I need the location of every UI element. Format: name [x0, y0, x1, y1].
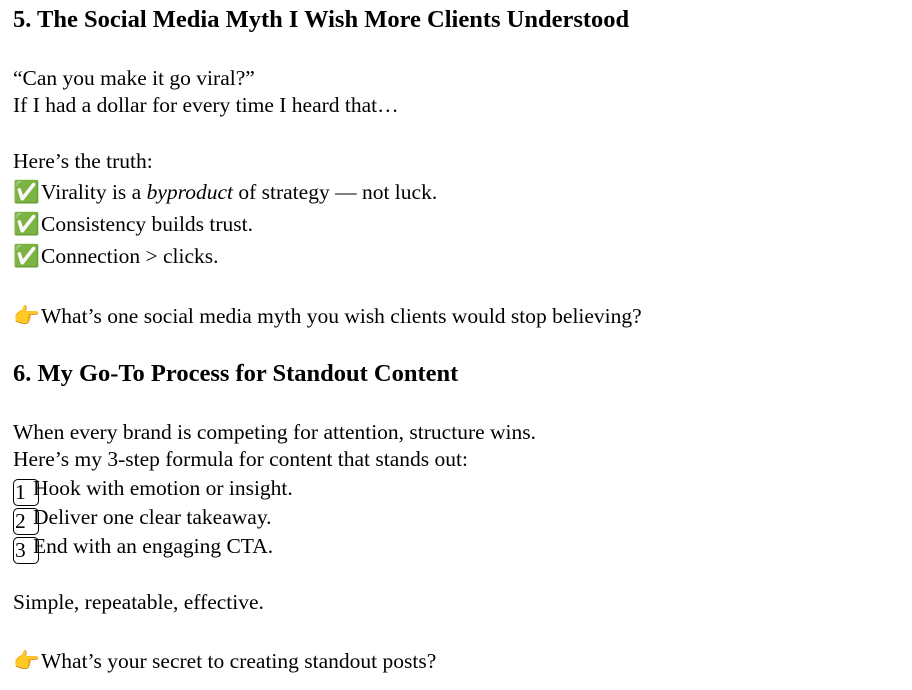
intro-line-1: When every brand is competing for attention, structure wins.	[13, 420, 537, 444]
summary-line: Simple, repeatable, effective.	[13, 590, 264, 614]
checkmark-icon: ✅	[13, 244, 40, 268]
checkmark-icon: ✅	[13, 212, 40, 236]
quote-line: “Can you make it go viral?”	[13, 66, 255, 90]
section-6-heading: 6. My Go-To Process for Standout Content	[13, 360, 459, 387]
step-3: 3 End with an engaging CTA.	[15, 534, 274, 562]
point-connection: ✅Connection > clicks.	[13, 244, 219, 268]
section-5-question: 👉What’s one social media myth you wish clients would stop believing?	[13, 304, 642, 328]
keycap-1-icon: 1	[13, 479, 39, 506]
checkmark-icon: ✅	[13, 180, 40, 204]
pointing-hand-icon: 👉	[13, 649, 40, 673]
intro-line-2: Here’s my 3-step formula for content that stands out:	[13, 447, 468, 471]
truth-intro: Here’s the truth:	[13, 149, 153, 173]
keycap-2-icon: 2	[13, 508, 39, 535]
step-2: 2 Deliver one clear takeaway.	[15, 505, 272, 533]
point-virality: ✅Virality is a byproduct of strategy — not luck.	[13, 180, 438, 204]
point-consistency: ✅Consistency builds trust.	[13, 212, 254, 236]
dollar-line: If I had a dollar for every time I heard that…	[13, 93, 399, 117]
section-6-question: 👉What’s your secret to creating standout posts?	[13, 649, 437, 673]
keycap-3-icon: 3	[13, 537, 39, 564]
section-5-heading: 5. The Social Media Myth I Wish More Clients Understood	[13, 6, 630, 33]
pointing-hand-icon: 👉	[13, 304, 40, 328]
step-1: 1 Hook with emotion or insight.	[15, 476, 293, 504]
